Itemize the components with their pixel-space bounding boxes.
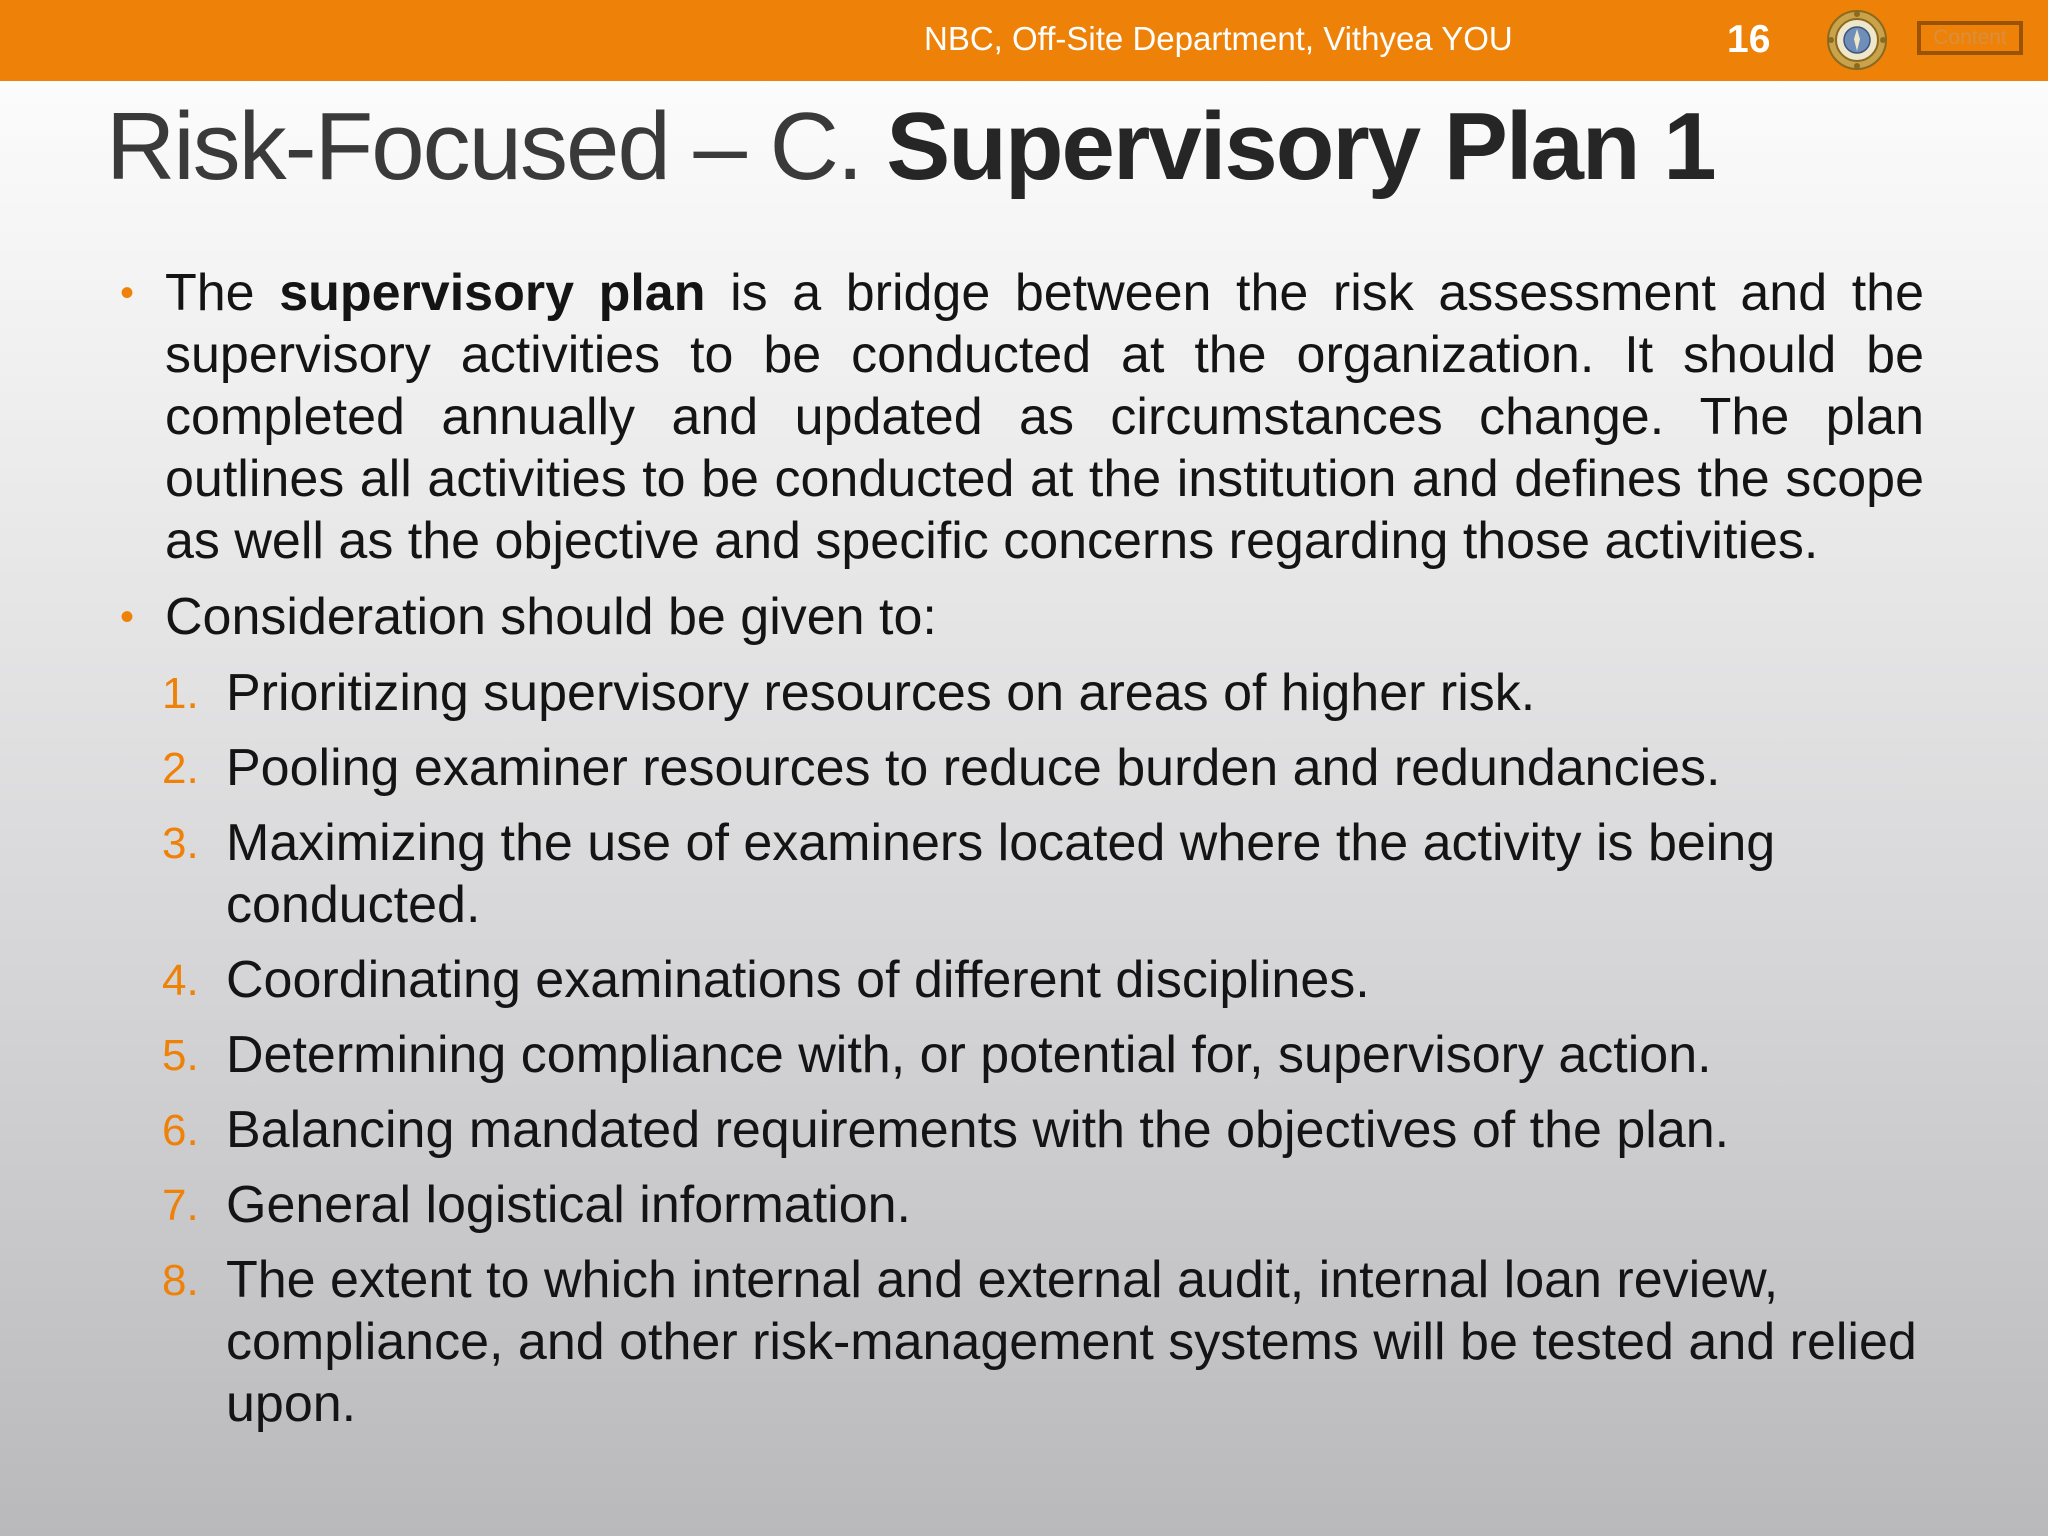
bullet-text-pre: The <box>165 264 280 322</box>
list-item <box>120 1174 1924 1236</box>
list-item <box>120 1099 1924 1161</box>
list-item <box>120 949 1924 1011</box>
list-number: 5. <box>162 1031 199 1080</box>
list-number: 7. <box>162 1181 199 1230</box>
slide-body <box>120 262 1924 1448</box>
list-item <box>120 812 1924 936</box>
bullet-text-bold: supervisory plan <box>279 264 706 322</box>
list-number: 6. <box>162 1106 199 1155</box>
content-button[interactable]: Content <box>1917 21 2023 55</box>
footer-text: NBC, Off-Site Department, Vithyea YOU <box>924 20 1513 57</box>
bullet-paragraph <box>120 586 1924 648</box>
list-number: 2. <box>162 744 199 793</box>
slide-title <box>106 94 1715 200</box>
list-item <box>120 737 1924 799</box>
list-number: 8. <box>162 1256 199 1305</box>
bullet-paragraph <box>120 262 1924 572</box>
bullet-dot-icon: • <box>120 595 135 639</box>
slide-number: 16 <box>1727 18 1771 61</box>
list-item <box>120 1249 1924 1435</box>
list-item-text: Prioritizing supervisory resources on areas of higher risk. <box>226 664 1536 722</box>
bullet-dot-icon: • <box>120 271 135 315</box>
list-item-text: Maximizing the use of examiners located where the activity is being conducted. <box>226 814 1776 934</box>
bullet-text-post: is a bridge between the risk assessment and the supervisory activities to be conducted at the organization. It should be completed annually and updated as circumstances change. The plan outlines all activities to be conducted at the institution and defines the scope as well as the objective and specific concerns regarding those activities. <box>165 264 1924 570</box>
list-item-text: The extent to which internal and external audit, internal loan review, compliance, and other risk-management systems will be tested and relied upon. <box>226 1251 1917 1433</box>
header-bar <box>0 0 2048 81</box>
nbc-seal-icon <box>1826 9 1888 71</box>
list-item-text: Coordinating examinations of different disciplines. <box>226 951 1370 1009</box>
title-emphasis: Supervisory Plan 1 <box>886 93 1715 200</box>
title-prefix: Risk-Focused – C. <box>106 93 887 200</box>
list-item <box>120 1024 1924 1086</box>
list-item-text: Pooling examiner resources to reduce burden and redundancies. <box>226 739 1721 797</box>
list-number: 4. <box>162 956 199 1005</box>
list-item-text: General logistical information. <box>226 1176 911 1234</box>
numbered-list <box>120 662 1924 1435</box>
list-item <box>120 662 1924 724</box>
list-number: 3. <box>162 819 199 868</box>
list-item-text: Determining compliance with, or potential for, supervisory action. <box>226 1026 1712 1084</box>
bullet-text: Consideration should be given to: <box>165 588 937 646</box>
list-number: 1. <box>162 669 199 718</box>
list-item-text: Balancing mandated requirements with the objectives of the plan. <box>226 1101 1730 1159</box>
